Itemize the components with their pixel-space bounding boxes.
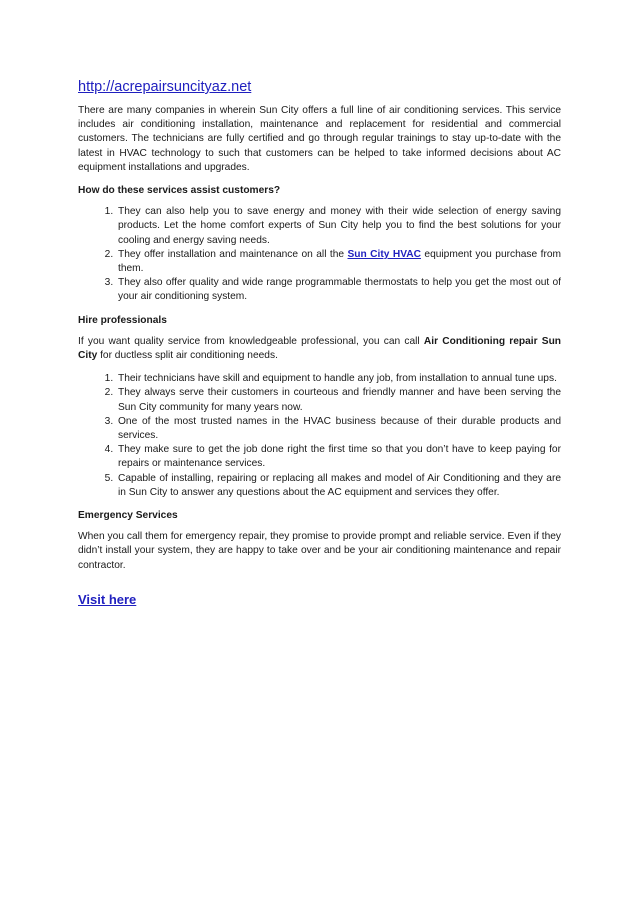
list-item: 3. One of the most trusted names in the HVAC business because of their durable products and services. (116, 415, 561, 443)
document-page (78, 78, 561, 609)
intro-paragraph: There are many companies in wherein Sun City offers a full line of air conditioning services. This service includes air conditioning installation, maintenance and replacement for residential and commercial customers. The technicians are fully certified and go through regular trainings to stay up-to-date with the latest in HVAC technology to such that customers can be helped to take informed decisions about AC equipment installations and upgrades. (78, 105, 561, 173)
list-item: 2. They always serve their customers in courteous and friendly manner and have been serving the Sun City community for many years now. (116, 386, 561, 414)
list-item-text: They offer installation and maintenance on all the (118, 248, 348, 260)
emergency-heading: Emergency Services (78, 510, 178, 522)
hire-text: If you want quality service from knowledgeable professional, you can call (78, 335, 424, 347)
list-item-text: equipment you purchase from them. (118, 248, 561, 275)
services-list (78, 205, 561, 304)
sun-city-hvac-link[interactable]: Sun City HVAC (347, 248, 421, 260)
services-heading: How do these services assist customers? (78, 185, 281, 197)
visit-here-link[interactable]: Visit here (78, 591, 137, 607)
list-item: 1. Their technicians have skill and equipment to handle any job, from installation to annual tune ups. (116, 372, 561, 386)
emergency-paragraph: When you call them for emergency repair, they promise to provide prompt and reliable service. Even if they didn’t install your system, they are happy to take over and be your air conditioning maintenance and repair contractor. (78, 531, 561, 571)
hire-text: for ductless split air conditioning needs. (97, 350, 278, 362)
list-item: 4. They make sure to get the job done right the first time so that you don’t have to keep paying for repairs or maintenance services. (116, 443, 561, 471)
list-item (116, 248, 561, 276)
list-item: 5. Capable of installing, repairing or replacing all makes and model of Air Conditioning and they are in Sun City to answer any questions about the AC equipment and services they offer. (116, 472, 561, 500)
hire-paragraph (78, 335, 561, 363)
hire-list (78, 372, 561, 500)
list-item: 3. They also offer quality and wide range programmable thermostats to help you get the most out of your air conditioning system. (116, 276, 561, 304)
site-url-link[interactable]: http://acrepairsuncityaz.net (78, 79, 252, 95)
list-item: 1. They can also help you to save energy and money with their wide selection of energy saving products. Let the home comfort experts of Sun City help you to find the best solutions for your cooling and energy saving needs. (116, 205, 561, 248)
ac-repair-bold: Air Conditioning repair Sun City (78, 335, 562, 362)
hire-heading: Hire professionals (78, 314, 167, 326)
